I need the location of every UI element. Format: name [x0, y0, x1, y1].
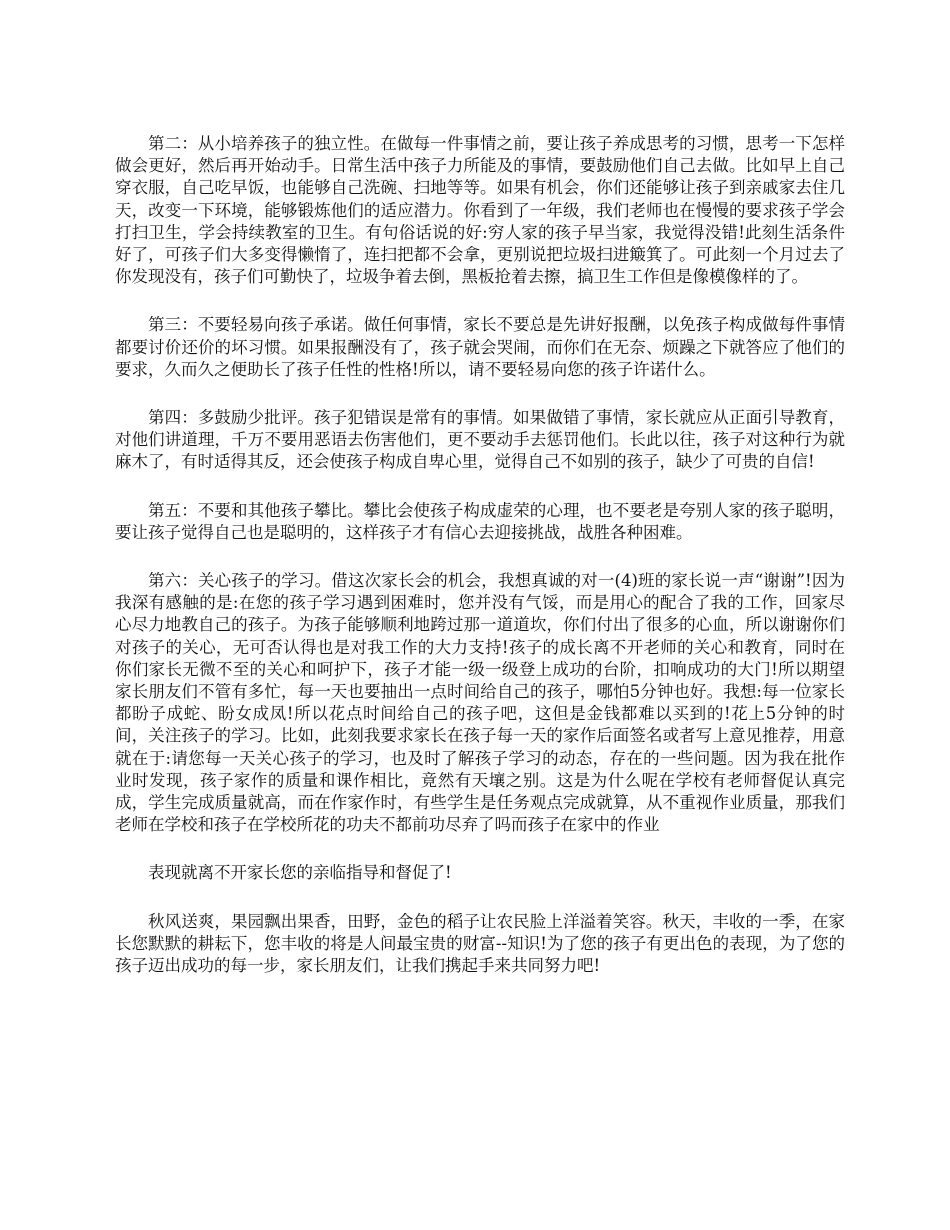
- paragraph-closing: 秋风送爽，果园飘出果香，田野，金色的稻子让农民脸上洋溢着笑容。秋天，丰收的一季，在家长您默默的耕耘下，您丰收的将是人间最宝贵的财富--知识!为了您的孩子有更出色的表现，为了您的孩子迈出成功的每一步，家长朋友们，让我们携起手来共同努力吧!: [115, 911, 845, 976]
- paragraph-encouragement: 第四：多鼓励少批评。孩子犯错误是常有的事情。如果做错了事情，家长就应从正面引导教育，对他们讲道理，千万不要用恶语去伤害他们，更不要动手去惩罚他们。长此以往，孩子对这种行为就麻木了，有时适得其反，还会使孩子构成自卑心里，觉得自己不如别的孩子，缺少了可贵的自信!: [115, 408, 845, 472]
- paragraph-promises: 第三：不要轻易向孩子承诺。做任何事情，家长不要总是先讲好报酬，以免孩子构成做每件事情都要讨价还价的坏习惯。如果报酬没有了，孩子就会哭闹，而你们在无奈、烦躁之下就答应了他们的要求，久而久之便助长了孩子任性的性格!所以，请不要轻易向您的孩子许诺什么。: [115, 315, 845, 379]
- paragraph-guidance: 表现就离不开家长您的亲临指导和督促了!: [148, 863, 452, 883]
- document-page: [115, 133, 845, 1003]
- paragraph-study: 第六：关心孩子的学习。借这次家长会的机会，我想真诚的对一(4)班的家长说一声“谢谢”!因为我深有感触的是:在您的孩子学习遇到困难时，您并没有气馁，而是用心的配合了我的工作，回家尽心尽力地教自己的孩子。为孩子能够顺利地跨过那一道道坎，你们付出了很多的心血，所以谢谢你们对孩子的关心，无可否认得也是对我工作的大力支持!孩子的成长离不开老师的关心和教育，同时在你们家长无微不至的关心和呵护下，孩子才能一级一级登上成功的台阶，扣响成功的大门!所以期望家长朋友们不管有多忙，每一天也要抽出一点时间给自己的孩子，哪怕5分钟也好。我想:每一位家长都盼子成蛇、盼女成凤!所以花点时间给自己的孩子吧，这但是金钱都难以买到的!花上5分钟的时间，关注孩子的学习。比如，此刻我要求家长在孩子每一天的家作后面签名或者写上意见推荐，用意就在于:请您每一天关心孩子的学习，也及时了解孩子学习的动态，存在的一些问题。因为我在批作业时发现，孩子家作的质量和课作相比，竟然有天壤之别。这是为什么呢在学校有老师督促认真完成，学生完成质量就高，而在作家作时，有些学生是任务观点完成就算，从不重视作业质量，那我们老师在学校和孩子在学校所花的功夫不都前功尽弃了吗而孩子在家中的作业: [115, 571, 845, 835]
- paragraph-comparison: 第五：不要和其他孩子攀比。攀比会使孩子构成虚荣的心理，也不要老是夸别人家的孩子聪明，要让孩子觉得自己也是聪明的，这样孩子才有信心去迎接挑战，战胜各种困难。: [115, 500, 845, 542]
- paragraph-independence: 第二：从小培养孩子的独立性。在做每一件事情之前，要让孩子养成思考的习惯，思考一下怎样做会更好，然后再开始动手。日常生活中孩子力所能及的事情，要鼓励他们自己去做。比如早上自己穿衣服，自己吃早饭，也能够自己洗碗、扫地等等。如果有机会，你们还能够让孩子到亲戚家去住几天，改变一下环境，能够锻炼他们的适应潜力。你看到了一年级，我们老师也在慢慢的要求孩子学会打扫卫生，学会持续教室的卫生。有句俗话说的好:穷人家的孩子早当家，我觉得没错!此刻生活条件好了，可孩子们大多变得懒惰了，连扫把都不会拿，更别说把垃圾扫进簸箕了。可此刻一个月过去了你发现没有，孩子们可勤快了，垃圾争着去倒，黑板抢着去擦，搞卫生工作但是像模像样的了。: [115, 134, 845, 287]
